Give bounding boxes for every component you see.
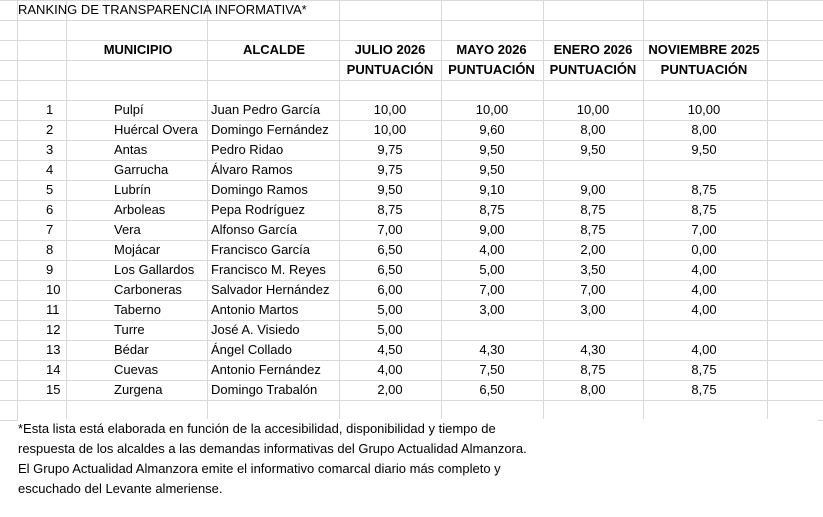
rank-cell: 5 (46, 182, 54, 197)
score-cell (643, 160, 765, 180)
alcalde-cell: Álvaro Ramos (211, 162, 293, 177)
footnote-line: escuchado del Levante almeriense. (18, 479, 818, 499)
score-cell: 4,00 (691, 262, 717, 277)
header-puntuacion: PUNTUACIÓN (346, 62, 434, 77)
score-cell: 9,75 (377, 162, 403, 177)
rank-cell: 8 (46, 242, 54, 257)
score-cell: 9,50 (691, 142, 717, 157)
municipio-cell: Pulpí (114, 102, 144, 117)
score-cell: 4,00 (691, 342, 717, 357)
alcalde-cell: Francisco García (211, 242, 310, 257)
score-cell: 4,00 (377, 362, 403, 377)
score-cell: 7,00 (580, 282, 606, 297)
score-cell: 2,00 (580, 242, 606, 257)
score-cell: 3,00 (479, 302, 505, 317)
score-cell (643, 320, 765, 340)
score-cell: 10,00 (475, 102, 509, 117)
footnote-line: El Grupo Actualidad Almanzora emite el informativo comarcal diario más completo y (18, 459, 818, 479)
header-puntuacion: PUNTUACIÓN (660, 62, 748, 77)
score-cell (543, 320, 643, 340)
score-cell: 7,00 (377, 222, 403, 237)
header-period-julio-2026: JULIO 2026 (354, 42, 426, 57)
rank-cell: 15 (46, 382, 61, 397)
rank-cell: 14 (46, 362, 61, 377)
score-cell: 8,75 (691, 182, 717, 197)
score-cell: 7,50 (479, 362, 505, 377)
score-cell: 10,00 (576, 102, 610, 117)
score-cell: 8,75 (580, 362, 606, 377)
municipio-cell: Zurgena (114, 382, 163, 397)
alcalde-cell: José A. Visiedo (211, 322, 300, 337)
header-puntuacion: PUNTUACIÓN (448, 62, 535, 77)
alcalde-cell: Domingo Ramos (211, 182, 308, 197)
score-cell: 4,50 (377, 342, 403, 357)
score-cell: 5,00 (377, 302, 403, 317)
rank-cell: 7 (46, 222, 54, 237)
score-cell: 4,30 (580, 342, 606, 357)
score-cell: 9,00 (479, 222, 505, 237)
municipio-cell: Arboleas (114, 202, 166, 217)
alcalde-cell: Domingo Fernández (211, 122, 329, 137)
alcalde-cell: Pepa Rodríguez (211, 202, 305, 217)
rank-cell: 2 (46, 122, 54, 137)
score-cell: 9,60 (479, 122, 505, 137)
header-municipio: MUNICIPIO (103, 42, 173, 57)
score-cell: 8,75 (691, 362, 717, 377)
alcalde-cell: Domingo Trabalón (211, 382, 318, 397)
header-period-mayo-2026: MAYO 2026 (456, 42, 527, 57)
municipio-cell: Carboneras (114, 282, 182, 297)
score-cell (441, 320, 543, 340)
score-cell: 7,00 (691, 222, 717, 237)
municipio-cell: Taberno (114, 302, 161, 317)
alcalde-cell: Ángel Collado (211, 342, 292, 357)
score-cell: 6,50 (479, 382, 505, 397)
score-cell: 8,75 (580, 202, 606, 217)
rank-cell: 10 (46, 282, 61, 297)
score-cell: 8,00 (691, 122, 717, 137)
alcalde-cell: Antonio Martos (211, 302, 299, 317)
score-cell: 9,50 (580, 142, 606, 157)
municipio-cell: Huércal Overa (114, 122, 198, 137)
score-cell: 5,00 (377, 322, 403, 337)
alcalde-cell: Salvador Hernández (211, 282, 330, 297)
score-cell: 9,50 (377, 182, 403, 197)
score-cell: 8,75 (691, 202, 717, 217)
header-period-enero-2026: ENERO 2026 (553, 42, 633, 57)
rank-cell: 11 (46, 302, 60, 317)
alcalde-cell: Antonio Fernández (211, 362, 321, 377)
alcalde-cell: Alfonso García (211, 222, 297, 237)
alcalde-cell: Pedro Ridao (211, 142, 284, 157)
score-cell: 9,75 (377, 142, 403, 157)
score-cell: 4,00 (691, 282, 717, 297)
score-cell: 3,50 (580, 262, 606, 277)
score-cell: 6,50 (377, 242, 403, 257)
municipio-cell: Garrucha (114, 162, 169, 177)
score-cell: 4,30 (479, 342, 505, 357)
score-cell: 6,00 (377, 282, 403, 297)
score-cell: 10,00 (373, 102, 407, 117)
score-cell: 9,00 (580, 182, 606, 197)
score-cell: 8,75 (377, 202, 403, 217)
score-cell: 4,00 (691, 302, 717, 317)
municipio-cell: Lubrín (114, 182, 151, 197)
header-alcalde: ALCALDE (242, 42, 306, 57)
header-puntuacion: PUNTUACIÓN (549, 62, 637, 77)
score-cell: 8,00 (580, 122, 606, 137)
municipio-cell: Antas (114, 142, 148, 157)
footnote-line: *Esta lista está elaborada en función de la accesibilidad, disponibilidad y tiempo de (18, 419, 818, 439)
municipio-cell: Turre (114, 322, 145, 337)
sheet-title: RANKING DE TRANSPARENCIA INFORMATIVA* (18, 2, 307, 17)
municipio-cell: Mojácar (114, 242, 161, 257)
rank-cell: 9 (46, 262, 54, 277)
score-cell: 5,00 (479, 262, 505, 277)
rank-cell: 3 (46, 142, 54, 157)
score-cell: 3,00 (580, 302, 606, 317)
score-cell: 9,50 (479, 162, 505, 177)
score-cell: 9,10 (479, 182, 505, 197)
score-cell: 8,75 (580, 222, 606, 237)
rank-cell: 12 (46, 322, 61, 337)
alcalde-cell: Francisco M. Reyes (211, 262, 326, 277)
header-period-noviembre-2025: NOVIEMBRE 2025 (648, 42, 760, 57)
municipio-cell: Bédar (114, 342, 149, 357)
municipio-cell: Vera (114, 222, 141, 237)
score-cell: 8,00 (580, 382, 606, 397)
rank-cell: 6 (46, 202, 54, 217)
rank-cell: 13 (46, 342, 61, 357)
alcalde-cell: Juan Pedro García (211, 102, 321, 117)
score-cell: 0,00 (691, 242, 717, 257)
rank-cell: 1 (46, 102, 54, 117)
municipio-cell: Los Gallardos (114, 262, 195, 277)
score-cell: 6,50 (377, 262, 403, 277)
score-cell: 7,00 (479, 282, 505, 297)
score-cell: 8,75 (479, 202, 505, 217)
score-cell: 10,00 (373, 122, 407, 137)
score-cell: 9,50 (479, 142, 505, 157)
score-cell (543, 160, 643, 180)
score-cell: 2,00 (377, 382, 403, 397)
municipio-cell: Cuevas (114, 362, 159, 377)
score-cell: 4,00 (479, 242, 505, 257)
score-cell: 10,00 (687, 102, 721, 117)
footnote-line: respuesta de los alcaldes a las demandas informativas del Grupo Actualidad Almanzora. (18, 439, 818, 459)
score-cell: 8,75 (691, 382, 717, 397)
rank-cell: 4 (46, 162, 54, 177)
